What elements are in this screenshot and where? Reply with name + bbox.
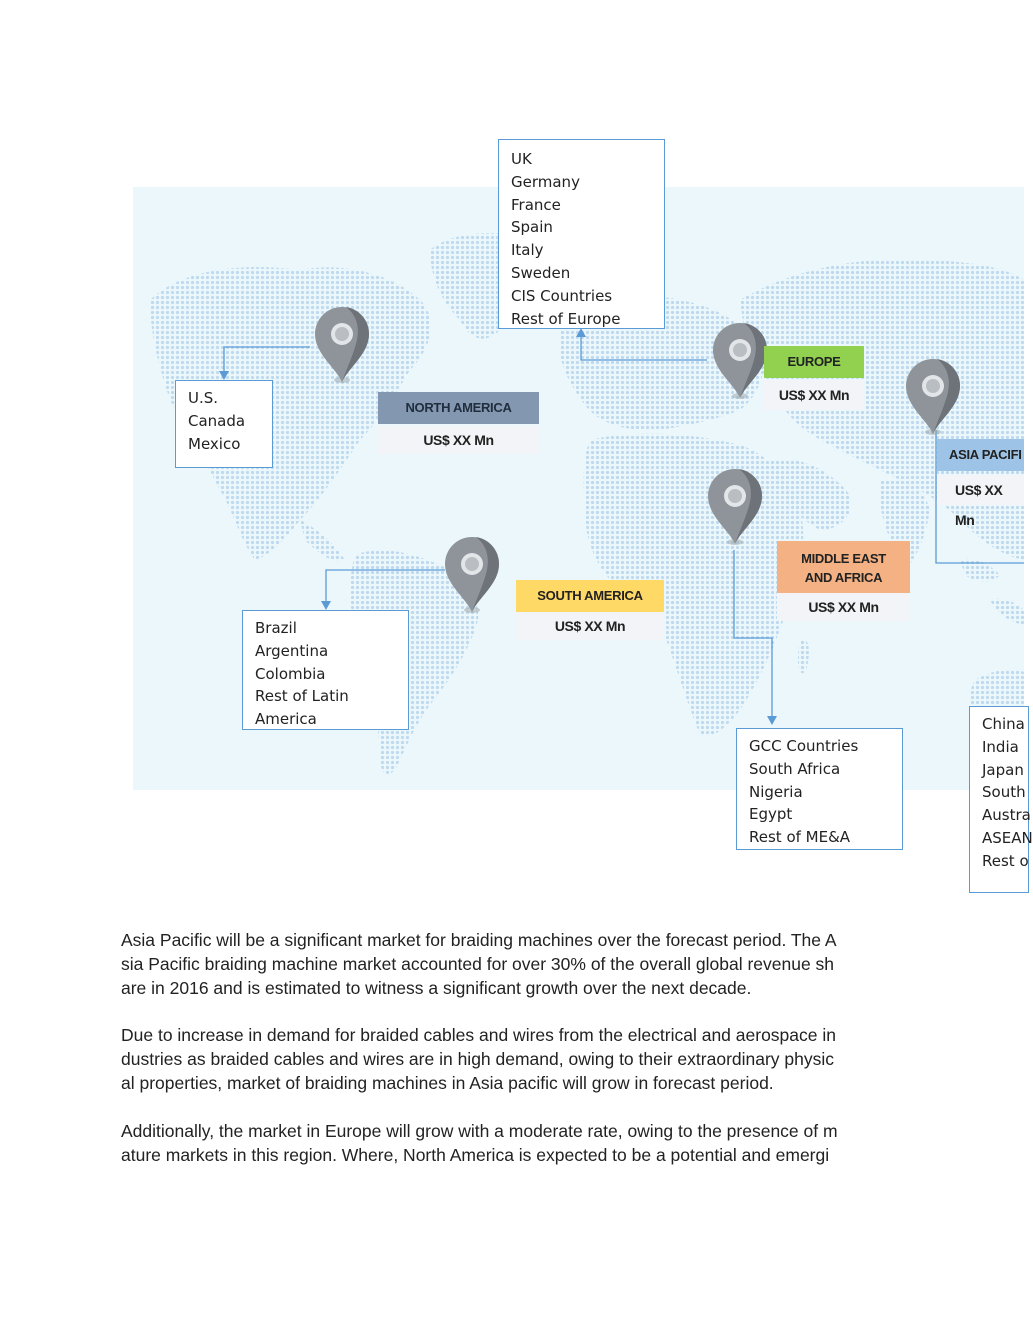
mea-label-line1: MIDDLE EAST xyxy=(801,551,886,566)
south-america-label: SOUTH AMERICA xyxy=(516,580,664,612)
mea-country-list xyxy=(736,728,903,850)
country-item: Austra xyxy=(982,806,1031,825)
europe-country-list xyxy=(498,139,665,329)
text-line: Due to increase in demand for braided cables and wires from the electrical and aerospace in xyxy=(121,1025,836,1045)
north-america-country-list xyxy=(175,380,273,468)
text-line: al properties, market of braiding machines in Asia pacific will grow in forecast period. xyxy=(121,1072,774,1093)
country-item: Argentina xyxy=(255,641,329,660)
country-item: ASEAN xyxy=(982,828,1033,847)
country-item: South Africa xyxy=(749,759,841,778)
country-item: India xyxy=(982,737,1019,756)
country-item: Spain xyxy=(511,218,553,237)
europe-label: EUROPE xyxy=(764,346,864,378)
south-america-country-list xyxy=(242,610,409,730)
country-item: Nigeria xyxy=(749,782,803,801)
asia-pacific-value: US$ XX Mn xyxy=(937,475,1024,505)
north-america-label: NORTH AMERICA xyxy=(378,392,539,424)
country-item: Egypt xyxy=(749,805,793,824)
text-line: ature markets in this region. Where, North America is expected to be a potential and emergi xyxy=(121,1144,830,1165)
country-item: Sweden xyxy=(511,263,571,282)
country-item: Brazil xyxy=(255,619,297,637)
country-item: Rest of Latin xyxy=(255,687,349,706)
text-line: are in 2016 and is estimated to witness a significant growth over the next decade. xyxy=(121,977,752,998)
text-line: dustries as braided cables and wires are in high demand, owing to their extraordinary physic xyxy=(121,1048,835,1069)
south-america-value: US$ XX Mn xyxy=(516,612,664,640)
country-item: America xyxy=(255,710,317,729)
north-america-value: US$ XX Mn xyxy=(378,426,539,454)
paragraph-demand xyxy=(121,1024,911,1095)
mea-label-line2: AND AFRICA xyxy=(804,570,883,585)
text-line: sia Pacific braiding machine market accounted for over 30% of the overall global revenue sh xyxy=(121,953,835,974)
country-item: China xyxy=(982,715,1025,733)
paragraph-asia-pacific xyxy=(121,929,911,1000)
country-item: Mexico xyxy=(188,434,241,453)
country-item: U.S. xyxy=(188,389,219,407)
country-item: Germany xyxy=(511,172,580,191)
country-item: UK xyxy=(511,150,532,168)
country-item: CIS Countries xyxy=(511,286,613,305)
text-line: Additionally, the market in Europe will grow with a moderate rate, owing to the presence of m xyxy=(121,1121,838,1141)
asia-pacific-label: ASIA PACIFI xyxy=(937,439,1024,471)
country-item: France xyxy=(511,195,561,214)
country-item: Rest of Europe xyxy=(511,309,621,328)
text-line: Asia Pacific will be a significant market for braiding machines over the forecast period. The A xyxy=(121,930,837,950)
country-item: Canada xyxy=(188,411,246,430)
mea-label xyxy=(777,541,910,593)
country-item: Colombia xyxy=(255,664,326,683)
mea-value: US$ XX Mn xyxy=(777,593,910,621)
country-item: Rest o xyxy=(982,851,1029,870)
europe-value: US$ XX Mn xyxy=(764,380,864,410)
country-item: GCC Countries xyxy=(749,737,859,755)
asia-pacific-country-list xyxy=(969,706,1033,893)
paragraph-europe xyxy=(121,1120,911,1168)
country-item: Italy xyxy=(511,241,544,260)
country-item: South xyxy=(982,783,1026,802)
country-item: Rest of ME&A xyxy=(749,828,851,847)
country-item: Japan xyxy=(982,760,1024,779)
